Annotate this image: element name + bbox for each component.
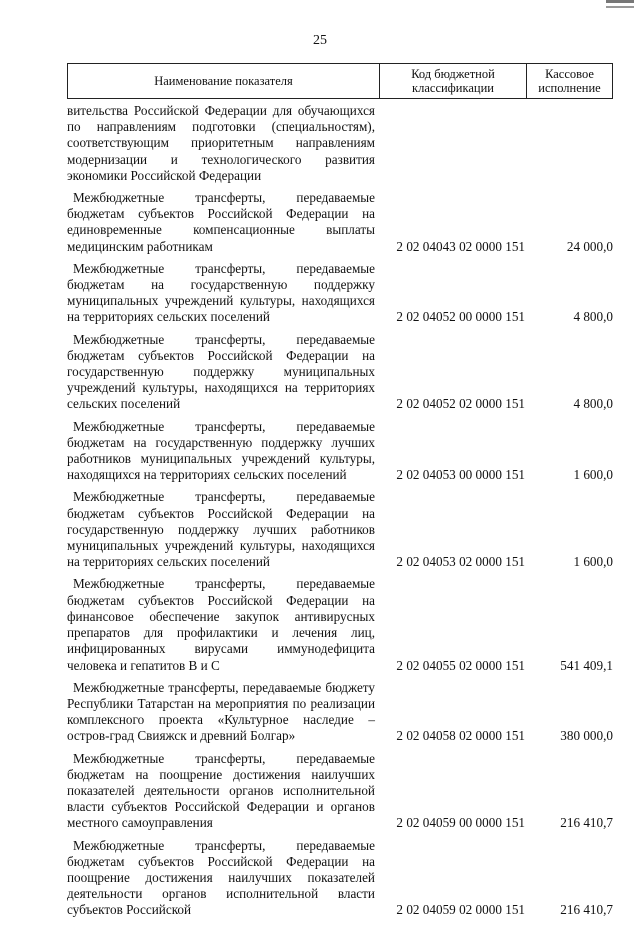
row-code: 2 02 04052 00 0000 151: [396, 309, 525, 325]
table-body: [67, 103, 613, 925]
row-amount: 541 409,1: [560, 657, 613, 673]
row-name: вительства Российской Федерации для обучающихся по направлениям подготовки (специальностям), соответствующим приоритетным направлениям модернизации и технологического развития экономики Российской Федерации: [67, 103, 375, 183]
row-name: Межбюджетные трансферты, передаваемые бюджетам на государственную поддержку муниципальных учреждений культуры, находящихся на территориях сельских поселений: [67, 260, 375, 325]
row-name: Межбюджетные трансферты, передаваемые бюджетам на государственную поддержку лучших работников муниципальных учреждений культуры, находящихся на территориях сельских поселений: [67, 418, 375, 483]
row-name: Межбюджетные трансферты, передаваемые бюджетам субъектов Российской Федерации на финансовое обеспечение закупок антивирусных препаратов для профилактики и лечения лиц, инфицированных вирусами иммунодефицита человека и гепатитов В и С: [67, 576, 375, 673]
header-amount: Кассовое исполнение: [538, 67, 601, 95]
row-code: 2 02 04058 02 0000 151: [396, 728, 525, 744]
table-row: [67, 576, 613, 673]
table-row: [67, 332, 613, 413]
row-code: 2 02 04043 02 0000 151: [396, 238, 525, 254]
row-name: Межбюджетные трансферты, передаваемые бюджетам субъектов Российской Федерации на единовременные компенсационные выплаты медицинским работникам: [67, 190, 375, 254]
row-code: 2 02 04052 02 0000 151: [396, 396, 525, 412]
row-amount: 1 600,0: [573, 467, 613, 483]
row-amount: 380 000,0: [560, 728, 613, 744]
row-name: Межбюджетные трансферты, передаваемые бюджетам субъектов Российской Федерации на государственную поддержку лучших работников муниципальных учреждений культуры, находящихся на территориях сельских поселений: [67, 489, 375, 570]
table-row: [67, 419, 613, 484]
row-amount: 216 410,7: [560, 815, 613, 831]
header-name: Наименование показателя: [68, 64, 380, 98]
header-code: Код бюджетной классификации: [380, 64, 527, 98]
row-code: 2 02 04059 02 0000 151: [396, 902, 525, 918]
scan-artifact: [606, 0, 634, 3]
scan-artifact: [606, 6, 634, 8]
table-row: [67, 103, 613, 184]
row-name: Межбюджетные трансферты, передаваемые бюджету Республики Татарстан на мероприятия по реализации комплексного проекта «Культурное наследие – остров-град Свияжск и древний Болгар»: [67, 679, 375, 744]
row-code: 2 02 04059 00 0000 151: [396, 815, 525, 831]
row-name: Межбюджетные трансферты, передаваемые бюджетам субъектов Российской Федерации на поощрение достижения наилучших показателей деятельности органов исполнительной власти субъектов Российской: [67, 837, 375, 918]
row-code: 2 02 04055 02 0000 151: [396, 657, 525, 673]
table-header: [67, 63, 613, 99]
row-amount: 4 800,0: [573, 309, 613, 325]
table-row: [67, 680, 613, 745]
row-name: Межбюджетные трансферты, передаваемые бюджетам на поощрение достижения наилучших показателей деятельности органов исполнительной власти субъектов Российской Федерации и органов местного самоуправления: [67, 750, 375, 831]
table-row: [67, 751, 613, 832]
row-amount: 1 600,0: [573, 554, 613, 570]
row-name: Межбюджетные трансферты, передаваемые бюджетам субъектов Российской Федерации на государственную поддержку муниципальных учреждений культуры, находящихся на территориях сельских поселений: [67, 331, 375, 412]
table-row: [67, 489, 613, 570]
row-code: 2 02 04053 02 0000 151: [396, 554, 525, 570]
table-row: [67, 190, 613, 255]
table-row: [67, 261, 613, 326]
table-row: [67, 838, 613, 919]
row-amount: 216 410,7: [560, 902, 613, 918]
row-amount: 24 000,0: [566, 238, 613, 254]
row-code: 2 02 04053 00 0000 151: [396, 467, 525, 483]
row-amount: 4 800,0: [573, 396, 613, 412]
page-number: 25: [313, 33, 327, 48]
